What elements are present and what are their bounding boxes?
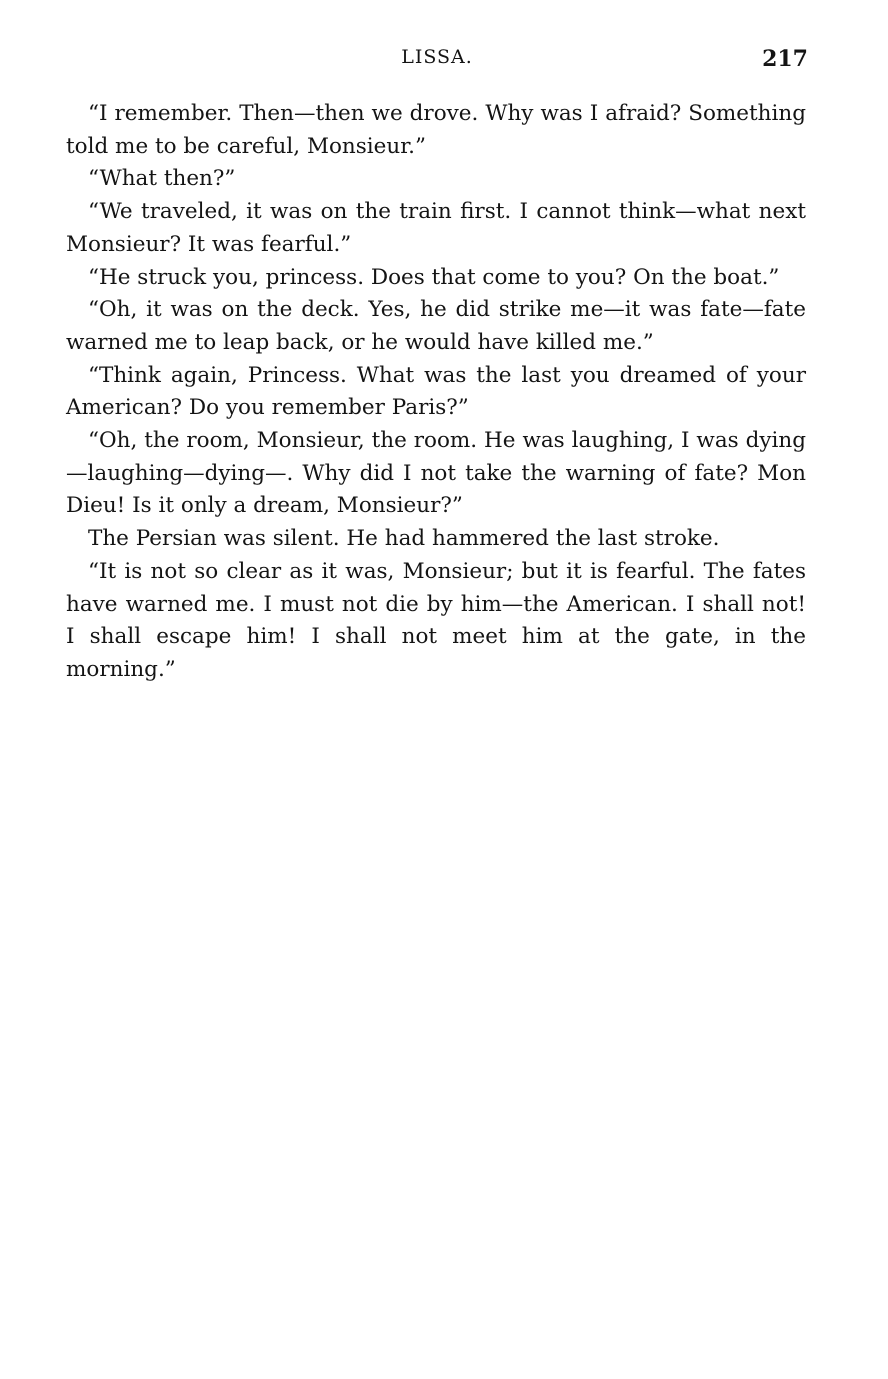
paragraph: “It is not so clear as it was, Monsieur; but it is fearful. The fates have warned me. I must not die by him—the American. I shall not! I shall escape him! I shall not meet him at the gate, in the morning.” bbox=[66, 558, 806, 682]
page-number: 217 bbox=[762, 46, 808, 72]
body-text bbox=[66, 98, 806, 687]
paragraph: “We traveled, it was on the train first. I cannot think—what next Monsieur? It was fearful.” bbox=[66, 199, 806, 257]
paragraph: The Persian was silent. He had hammered the last stroke. bbox=[88, 526, 720, 552]
paragraph: “Oh, it was on the deck. Yes, he did strike me—it was fate—fate warned me to leap back, or he would have killed me.” bbox=[66, 297, 806, 355]
paragraph: “What then?” bbox=[88, 166, 236, 192]
running-head bbox=[66, 46, 808, 76]
paragraph: “Oh, the room, Monsieur, the room. He was laughing, I was dying—laughing—dying—. Why did I not take the warning of fate? Mon Dieu! Is it only a dream, Monsieur?” bbox=[66, 428, 806, 519]
paragraph: “Think again, Princess. What was the last you dreamed of your American? Do you remember Paris?” bbox=[66, 362, 806, 421]
running-title: LISSA. bbox=[401, 46, 473, 68]
paragraph: “I remember. Then—then we drove. Why was I afraid? Something told me to be careful, Monsieur.” bbox=[66, 101, 806, 159]
paragraph: “He struck you, princess. Does that come to you? On the boat.” bbox=[88, 264, 780, 290]
